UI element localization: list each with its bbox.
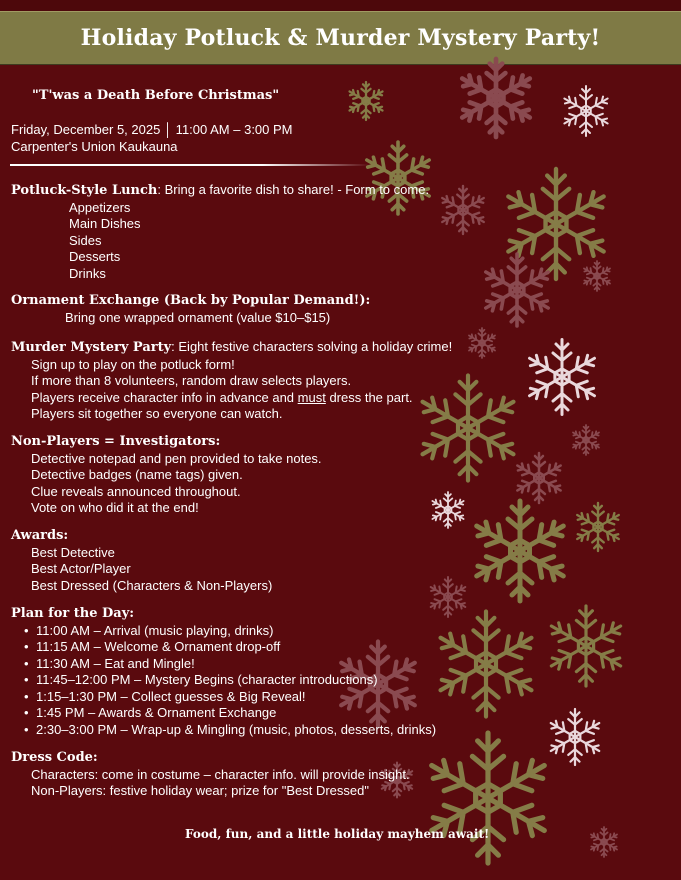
list-item: • 2:30–3:00 PM – Wrap-up & Mingling (music, photos, desserts, drinks)	[24, 721, 437, 737]
list-item: Sign up to play on the potluck form!	[31, 356, 235, 372]
page-title: Holiday Potluck & Murder Mystery Party!	[80, 25, 601, 51]
list-item: Players sit together so everyone can watch.	[31, 406, 283, 421]
mystery-intro: : Eight festive characters solving a holiday crime!	[171, 339, 453, 354]
list-item: • 1:45 PM – Awards & Ornament Exchange	[24, 705, 277, 720]
list-item: • 11:30 AM – Eat and Mingle!	[24, 655, 195, 671]
list-item: • 11:00 AM – Arrival (music playing, drinks)	[24, 622, 274, 638]
list-item: Appetizers	[69, 199, 131, 215]
list-item: Non-Players: festive holiday wear; prize for "Best Dressed"	[31, 783, 369, 798]
list-item: Main Dishes	[69, 216, 141, 231]
dress-code-heading: Dress Code:	[11, 750, 98, 765]
must-emphasis: must	[297, 389, 326, 405]
bullet-icon: •	[24, 639, 29, 654]
bullet-icon: •	[24, 655, 29, 671]
list-item: Best Dressed (Characters & Non-Players)	[31, 577, 273, 593]
potluck-heading: Potluck-Style Lunch	[11, 183, 158, 198]
plan-section	[11, 606, 531, 738]
plan-heading: Plan for the Day:	[11, 606, 135, 621]
ornament-section	[11, 293, 531, 326]
potluck-intro: : Bring a favorite dish to share! - Form to come.	[157, 182, 430, 197]
list-item: Sides	[69, 232, 102, 248]
ornament-heading: Ornament Exchange (Back by Popular Demand!):	[11, 293, 371, 308]
list-item: Detective badges (name tags) given.	[31, 467, 243, 482]
awards-heading: Awards:	[11, 528, 69, 543]
list-item: Vote on who did it at the end!	[31, 500, 199, 515]
bullet-icon: •	[24, 688, 29, 704]
list-item: Best Detective	[31, 544, 115, 560]
mystery-section	[11, 339, 531, 423]
bullet-icon: •	[24, 672, 29, 687]
list-item: • 11:15 AM – Welcome & Ornament drop-off	[24, 639, 281, 654]
list-item: If more than 8 volunteers, random draw selects players.	[31, 373, 352, 388]
ornament-detail: Bring one wrapped ornament (value $10–$15)	[65, 309, 331, 325]
bullet-icon: •	[24, 705, 29, 720]
list-item: Clue reveals announced throughout.	[31, 483, 241, 499]
list-item: Detective notepad and pen provided to take notes.	[31, 450, 322, 466]
event-date-time: Friday, December 5, 2025 │ 11:00 AM – 3:00 PM	[11, 122, 293, 137]
list-item: Best Actor/Player	[31, 561, 131, 576]
mystery-heading: Murder Mystery Party	[11, 340, 172, 355]
divider	[10, 164, 370, 166]
list-item: • 1:15–1:30 PM – Collect guesses & Big Reveal!	[24, 688, 306, 704]
dress-code-section	[11, 750, 531, 800]
list-item: • 11:45–12:00 PM – Mystery Begins (character introductions)	[24, 672, 378, 687]
bullet-icon: •	[24, 721, 29, 737]
event-subtitle: "T'was a Death Before Christmas"	[32, 88, 280, 103]
event-venue: Carpenter's Union Kaukauna	[11, 139, 178, 154]
awards-section	[11, 528, 531, 594]
list-item: Drinks	[69, 265, 106, 281]
potluck-section	[11, 182, 531, 282]
list-item: Characters: come in costume – character info. will provide insight.	[31, 766, 410, 782]
investigators-section	[11, 434, 531, 517]
list-item: Desserts	[69, 249, 121, 264]
investigators-heading: Non-Players = Investigators:	[11, 434, 221, 449]
bullet-icon: •	[24, 622, 29, 638]
closing-line: Food, fun, and a little holiday mayhem await!	[185, 827, 490, 841]
list-item: Players receive character info in advance and must dress the part.	[31, 389, 413, 405]
